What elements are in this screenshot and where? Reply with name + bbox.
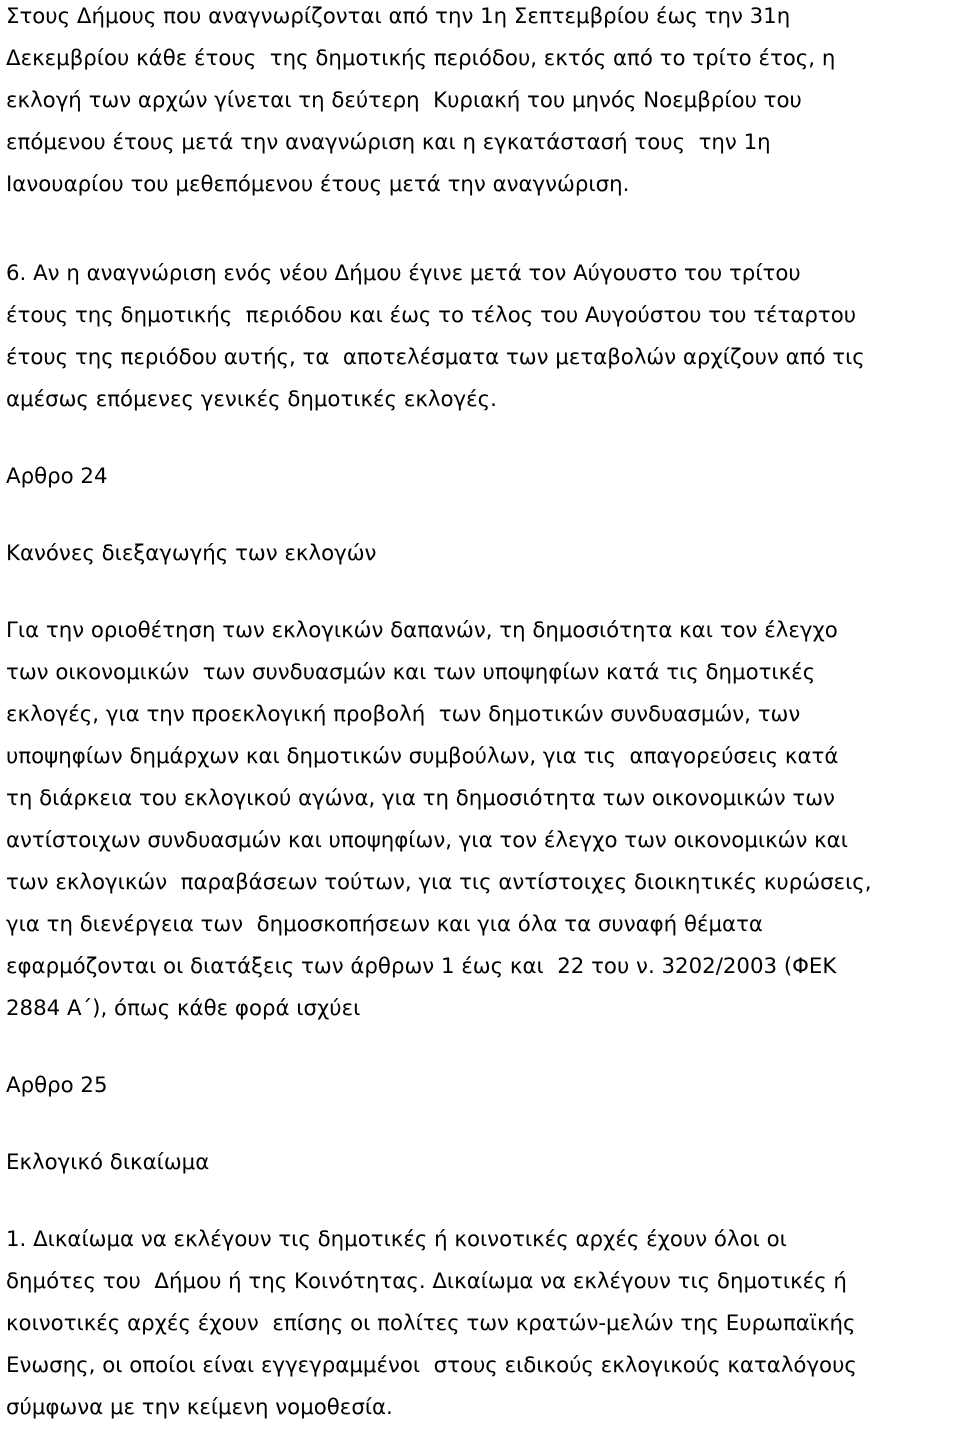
article-24-heading: Αρθρο 24	[6, 464, 108, 489]
text-line: υποψηφίων δημάρχων και δημοτικών συμβούλων, για τις απαγορεύσεις κατά	[6, 744, 839, 769]
article-24-body	[6, 610, 956, 1030]
text-line: Ενωσης, οι οποίοι είναι εγγεγραμμένοι στους ειδικούς εκλογικούς καταλόγους	[6, 1353, 857, 1378]
text-line: τη διάρκεια του εκλογικού αγώνα, για τη δημοσιότητα των οικονομικών των	[6, 786, 835, 811]
text-line: εκλογή των αρχών γίνεται τη δεύτερη Κυριακή του μηνός Νοεμβρίου του	[6, 88, 802, 113]
text-line: 2884 Α΄), όπως κάθε φορά ισχύει	[6, 996, 361, 1021]
text-line: κοινοτικές αρχές έχουν επίσης οι πολίτες των κρατών-μελών της Ευρωπαϊκής	[6, 1311, 856, 1336]
document-page	[6, 0, 956, 1429]
text-line: Δεκεμβρίου κάθε έτους της δημοτικής περιόδου, εκτός από το τρίτο έτος, η	[6, 46, 836, 71]
text-line: των οικονομικών των συνδυασμών και των υποψηφίων κατά τις δημοτικές	[6, 660, 816, 685]
text-line: εφαρμόζονται οι διατάξεις των άρθρων 1 έως και 22 του ν. 3202/2003 (ΦΕΚ	[6, 954, 837, 979]
text-line: σύμφωνα με την κείμενη νομοθεσία.	[6, 1395, 393, 1420]
article-25-title: Εκλογικό δικαίωμα	[6, 1150, 210, 1175]
text-line: 6. Αν η αναγνώριση ενός νέου Δήμου έγινε μετά τον Αύγουστο του τρίτου	[6, 261, 801, 286]
text-line: 1. Δικαίωμα να εκλέγουν τις δημοτικές ή κοινοτικές αρχές έχουν όλοι οι	[6, 1227, 787, 1252]
text-line: Ιανουαρίου του μεθεπόμενου έτους μετά την αναγνώριση.	[6, 172, 630, 197]
text-line: δημότες του Δήμου ή της Κοινότητας. Δικαίωμα να εκλέγουν τις δημοτικές ή	[6, 1269, 847, 1294]
article-24-title: Κανόνες διεξαγωγής των εκλογών	[6, 541, 377, 566]
text-line: Στους Δήμους που αναγνωρίζονται από την 1η Σεπτεμβρίου έως την 31η	[6, 4, 791, 29]
intro-paragraph	[6, 0, 956, 206]
text-line: αντίστοιχων συνδυασμών και υποψηφίων, για τον έλεγχο των οικονομικών και	[6, 828, 848, 853]
text-line: έτους της δημοτικής περιόδου και έως το τέλος του Αυγούστου του τέταρτου	[6, 303, 857, 328]
article-25-body	[6, 1219, 956, 1429]
text-line: επόμενου έτους μετά την αναγνώριση και η εγκατάστασή τους την 1η	[6, 130, 771, 155]
text-line: των εκλογικών παραβάσεων τούτων, για τις αντίστοιχες διοικητικές κυρώσεις,	[6, 870, 872, 895]
text-line: έτους της περιόδου αυτής, τα αποτελέσματα των μεταβολών αρχίζουν από τις	[6, 345, 865, 370]
text-line: αμέσως επόμενες γενικές δημοτικές εκλογές.	[6, 387, 497, 412]
text-line: για τη διενέργεια των δημοσκοπήσεων και για όλα τα συναφή θέματα	[6, 912, 763, 937]
article-25-heading: Αρθρο 25	[6, 1073, 108, 1098]
paragraph-6	[6, 253, 956, 421]
text-line: Για την οριοθέτηση των εκλογικών δαπανών, τη δημοσιότητα και τον έλεγχο	[6, 618, 838, 643]
text-line: εκλογές, για την προεκλογική προβολή των δημοτικών συνδυασμών, των	[6, 702, 801, 727]
